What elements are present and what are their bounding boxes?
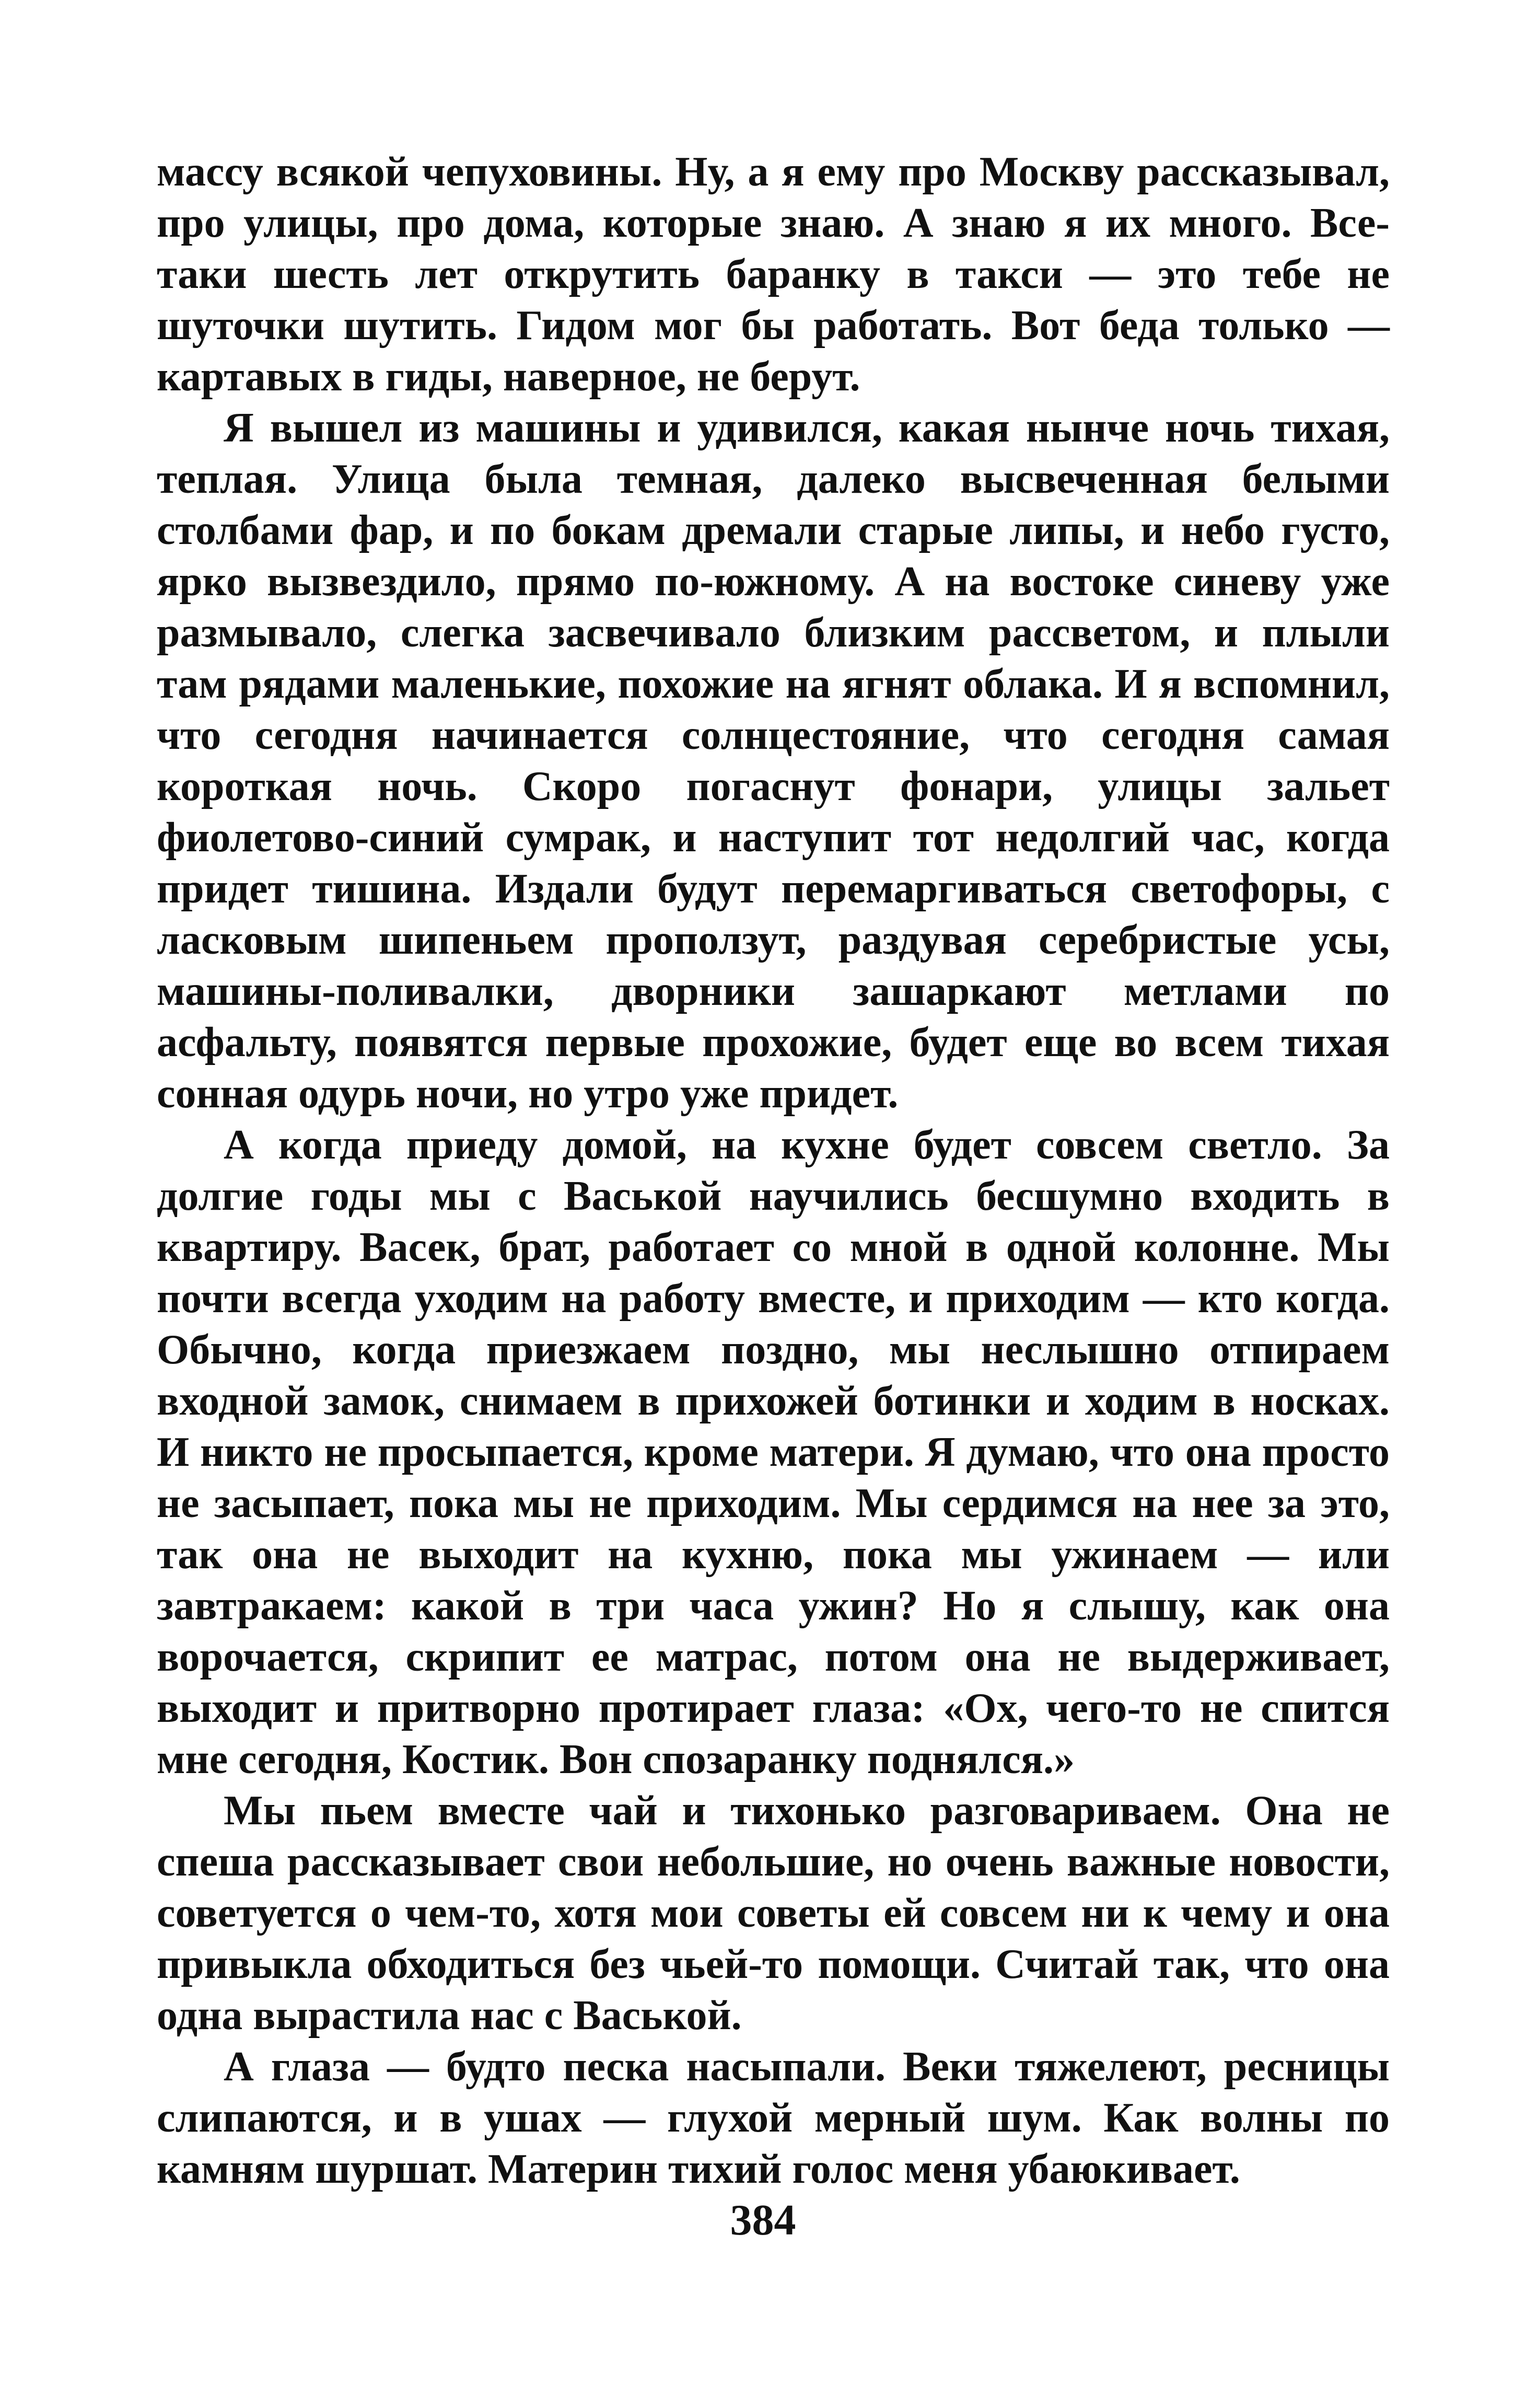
page-number: 384 (730, 2196, 796, 2244)
paragraph-2: Я вышел из машины и удивился, какая нынче ночь тихая, теплая. Улица была темная, далеко высвеченная белыми столбами фар, и по бокам дремали старые липы, и небо густо, ярко вызвездило, прямо по-южному. А на востоке синеву уже размывало, слегка засвечивало близким рассветом, и плыли там рядами маленькие, похожие на ягнят облака. И я вспомнил, что сегодня начинается солнцестояние, что сегодня самая короткая ночь. Скоро погаснут фонари, улицы зальет фиолетово-синий сумрак, и наступит тот недолгий час, когда придет тишина. Издали будут перемаргиваться светофоры, с ласковым шипеньем проползут, раздувая серебристые усы, машины-поливалки, дворники зашаркают метлами по асфальту, появятся первые прохожие, будет еще во всем тихая сонная одурь ночи, но утро уже придет. (157, 405, 1390, 1117)
paragraph-3: А когда приеду домой, на кухне будет совсем светло. За долгие годы мы с Васькой научились бесшумно входить в квартиру. Васек, брат, работает со мной в одной колонне. Мы почти всегда уходим на работу вместе, и приходим — кто когда. Обычно, когда приезжаем поздно, мы неслышно отпираем входной замок, снимаем в прихожей ботинки и ходим в носках. И никто не просыпается, кроме матери. Я думаю, что она просто не засыпает, пока мы не приходим. Мы сердимся на нее за это, так она не выходит на кухню, пока мы ужинаем — или завтракаем: какой в три часа ужин? Но я слышу, как она ворочается, скрипит ее матрас, потом она не выдерживает, выходит и притворно протирает глаза: «Ох, чего-то не спится мне сегодня, Костик. Вон спозаранку поднялся.» (157, 1122, 1390, 1782)
page-text (157, 146, 1390, 2195)
paragraph-1: массу всякой чепуховины. Ну, а я ему про Москву рассказывал, про улицы, про дома, которые знаю. А знаю я их много. Все-таки шесть лет открутить баранку в такси — это тебе не шуточки шутить. Гидом мог бы работать. Вот беда только — картавых в гиды, наверное, не берут. (157, 149, 1390, 400)
paragraph-5: А глаза — будто песка насыпали. Веки тяжелеют, ресницы слипаются, и в ушах — глухой мерный шум. Как волны по камням шуршат. Материн тихий голос меня убаюкивает. (157, 2044, 1390, 2192)
paragraph-4: Мы пьем вместе чай и тихонько разговариваем. Она не спеша рассказывает свои небольшие, но очень важные новости, советуется о чем-то, хотя мои советы ей совсем ни к чему и она привыкла обходиться без чьей-то помощи. Считай так, что она одна вырастила нас с Васькой. (157, 1788, 1390, 2039)
